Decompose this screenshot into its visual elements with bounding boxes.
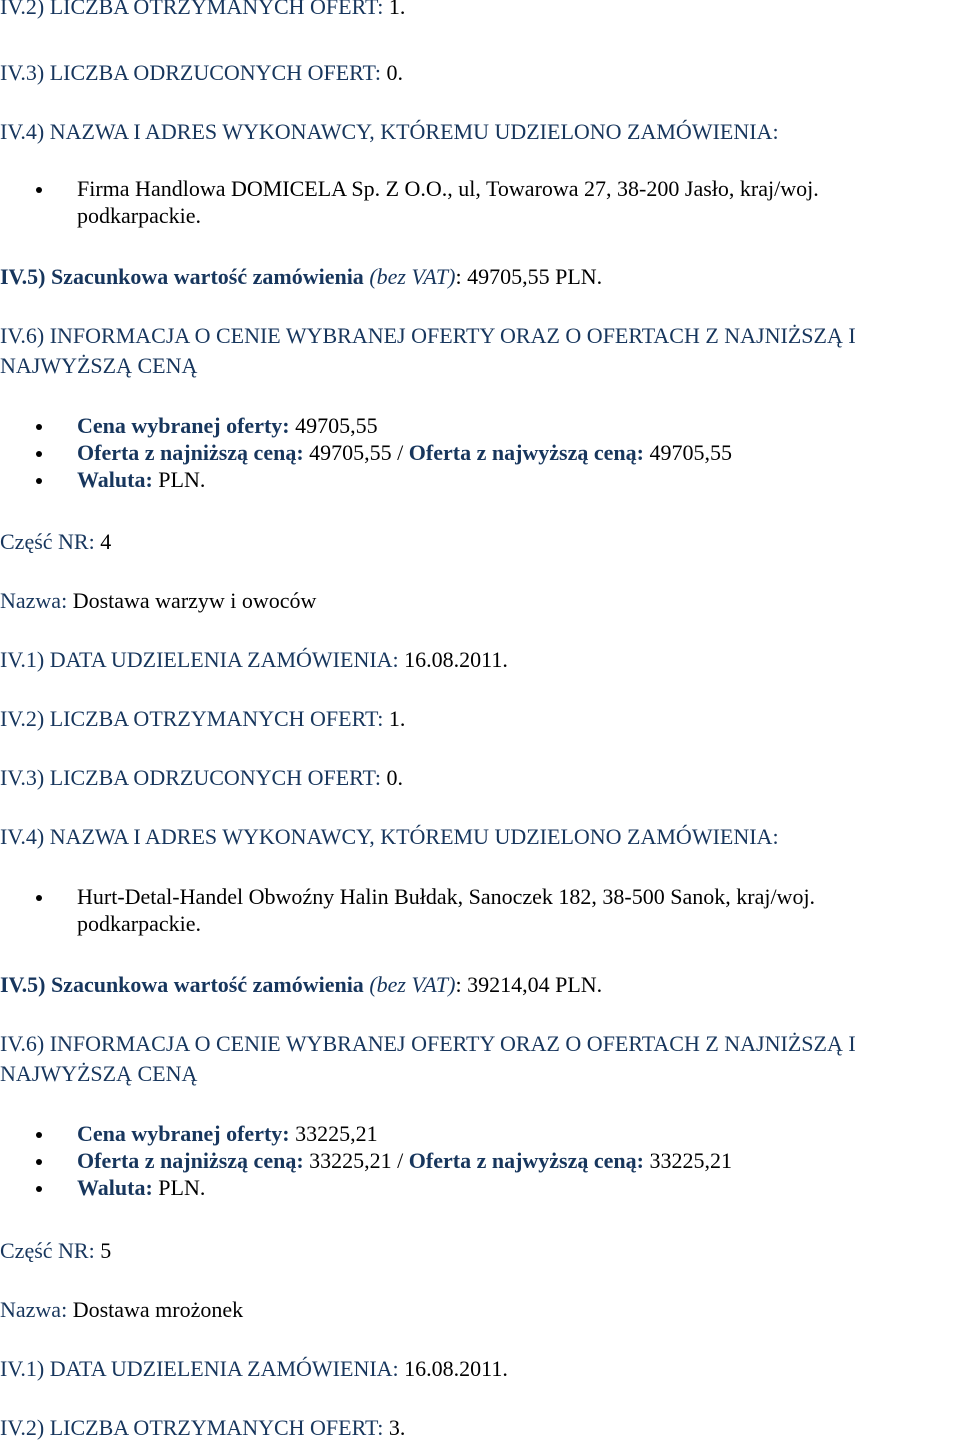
p4-estimate: IV.5) Szacunkowa wartość zamówienia (bez VAT): 39214,04 PLN.: [0, 972, 603, 997]
p3-price-list: [0, 412, 732, 493]
p4-offers-received: IV.2) LICZBA OTRZYMANYCH OFERT: 1.: [0, 706, 406, 731]
list-item: Hurt-Detal-Handel Obwoźny Halin Bułdak, Sanoczek 182, 38-500 Sanok, kraj/woj. podkarpackie.: [0, 883, 937, 937]
p5-award-date: IV.1) DATA UDZIELENIA ZAMÓWIENIA: 16.08.2011.: [0, 1356, 508, 1381]
p4-price-heading: IV.6) INFORMACJA O CENIE WYBRANEJ OFERTY ORAZ O OFERTACH Z NAJNIŻSZĄ I NAJWYŻSZĄ CENĄ: [0, 1031, 856, 1086]
p4-name: Nazwa: Dostawa warzyw i owoców: [0, 588, 317, 613]
p3-offers-received: IV.2) LICZBA OTRZYMANYCH OFERT: 1.: [0, 0, 406, 19]
p4-contractor-list: [0, 883, 937, 937]
list-item: Cena wybranej oferty: 49705,55: [0, 412, 732, 439]
list-item: Waluta: PLN.: [0, 1174, 732, 1201]
p3-offers-rejected: IV.3) LICZBA ODRZUCONYCH OFERT: 0.: [0, 60, 403, 85]
p4-offers-rejected: IV.3) LICZBA ODRZUCONYCH OFERT: 0.: [0, 765, 403, 790]
list-item: Oferta z najniższą ceną: 49705,55 / Oferta z najwyższą ceną: 49705,55: [0, 439, 732, 466]
list-item: Oferta z najniższą ceną: 33225,21 / Oferta z najwyższą ceną: 33225,21: [0, 1147, 732, 1174]
p4-part-number: Część NR: 4: [0, 529, 112, 554]
p4-contractor-heading: IV.4) NAZWA I ADRES WYKONAWCY, KTÓREMU UDZIELONO ZAMÓWIENIA:: [0, 824, 779, 849]
p5-name: Nazwa: Dostawa mrożonek: [0, 1297, 244, 1322]
list-item: Firma Handlowa DOMICELA Sp. Z O.O., ul, Towarowa 27, 38-200 Jasło, kraj/woj. podkarpackie.: [0, 175, 937, 229]
p5-part-number: Część NR: 5: [0, 1238, 112, 1263]
list-item: Waluta: PLN.: [0, 466, 732, 493]
p4-award-date: IV.1) DATA UDZIELENIA ZAMÓWIENIA: 16.08.2011.: [0, 647, 508, 672]
p3-contractor-heading: IV.4) NAZWA I ADRES WYKONAWCY, KTÓREMU UDZIELONO ZAMÓWIENIA:: [0, 119, 779, 144]
p3-price-heading: IV.6) INFORMACJA O CENIE WYBRANEJ OFERTY ORAZ O OFERTACH Z NAJNIŻSZĄ I NAJWYŻSZĄ CENĄ: [0, 323, 856, 378]
p5-offers-received: IV.2) LICZBA OTRZYMANYCH OFERT: 3.: [0, 1415, 406, 1440]
p3-contractor-list: [0, 175, 937, 229]
p3-estimate: IV.5) Szacunkowa wartość zamówienia (bez VAT): 49705,55 PLN.: [0, 264, 603, 289]
p4-price-list: [0, 1120, 732, 1201]
list-item: Cena wybranej oferty: 33225,21: [0, 1120, 732, 1147]
